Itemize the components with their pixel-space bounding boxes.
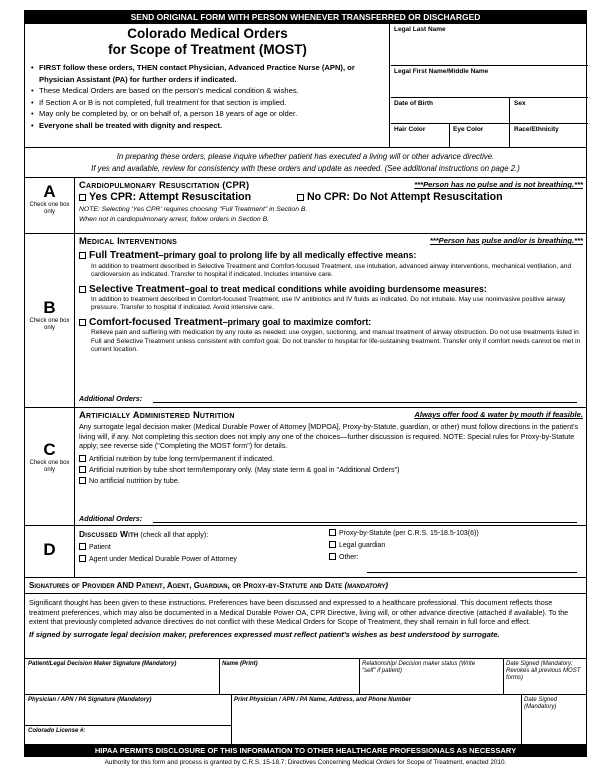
- patient-signature-row: [24, 659, 587, 695]
- form-title: [25, 26, 390, 58]
- section-d-letter-cell: [25, 526, 75, 577]
- header-left: [25, 24, 390, 148]
- field-hair-color[interactable]: Hair Color: [394, 126, 426, 133]
- section-d-title: Discussed With: [79, 529, 139, 539]
- section-b: [24, 234, 587, 408]
- full-treatment-checkbox[interactable]: [79, 252, 86, 259]
- most-form: [24, 10, 587, 764]
- title-line-2: for Scope of Treatment (MOST): [108, 42, 307, 57]
- bullet-5: • Everyone shall be treated with dignity and respect.: [31, 120, 387, 132]
- section-b-title: Medical Interventions: [79, 235, 177, 246]
- discussed-proxy-label: Proxy-by-Statute (per C.R.S. 15-18.5-103(6)): [339, 530, 479, 537]
- comfort-treatment-title: Comfort-focused Treatment: [89, 316, 223, 328]
- nutrition-option-1: [79, 454, 585, 463]
- section-c-body: [79, 410, 585, 486]
- instructions-line-2: If yes and available, review for consistency with these orders and update as needed. (See additional instructions on page 2.): [91, 164, 520, 173]
- section-b-letter: B: [43, 298, 56, 317]
- selective-treatment-title: Selective Treatment: [89, 283, 185, 295]
- discussed-proxy-checkbox[interactable]: [329, 529, 336, 536]
- divider: [359, 659, 360, 695]
- print-physician-field[interactable]: Print Physician / APN / PA Name, Address, and Phone Number: [234, 697, 411, 703]
- divider: [503, 659, 504, 695]
- section-c: [24, 408, 587, 526]
- field-sex[interactable]: Sex: [514, 100, 526, 107]
- nutrition-option-3: [79, 476, 585, 485]
- bullet-2: • These Medical Orders are based on the person's medical condition & wishes.: [31, 85, 387, 97]
- nutrition-2-checkbox[interactable]: [79, 466, 86, 473]
- field-eye-color[interactable]: Eye Color: [453, 126, 484, 133]
- other-line: [367, 572, 577, 573]
- signatures-text: [24, 594, 587, 659]
- yes-cpr-checkbox[interactable]: [79, 194, 86, 201]
- discussed-option-guardian: [329, 540, 479, 552]
- section-b-note: ***Person has pulse and/or is breathing.***: [429, 236, 583, 245]
- section-d: [24, 526, 587, 578]
- discussed-patient-checkbox[interactable]: [79, 543, 86, 550]
- discussed-patient-label: Patient: [89, 544, 111, 551]
- comfort-treatment-checkbox[interactable]: [79, 319, 86, 326]
- no-cpr-label: No CPR: Do Not Attempt Resuscitation: [306, 191, 503, 204]
- discussed-other-label: Other:: [339, 554, 359, 561]
- selective-treatment-checkbox[interactable]: [79, 286, 86, 293]
- signatures-header: [24, 578, 587, 594]
- section-a-body: [79, 180, 585, 224]
- full-treatment-goal: –primary goal to prolong life by all medically effective means:: [158, 250, 417, 261]
- divider: [25, 725, 231, 726]
- check-one-note: Check one box only: [29, 460, 70, 473]
- check-one-note: Check one box only: [29, 202, 70, 215]
- field-first-name[interactable]: Legal First Name/Middle Name: [394, 68, 489, 75]
- selective-treatment-option: [79, 283, 585, 296]
- nutrition-2-label: Artificial nutrition by tube short term/temporary only. (May state term & goal in "Additional Orders"): [89, 465, 400, 475]
- additional-orders-line: [153, 402, 577, 403]
- bullet-4: • May only be completed by, or on behalf of, a person 18 years of age or older.: [31, 108, 387, 120]
- authority-note: Authority for this form and process is granted by C.R.S. 15-18.7: Directives Concerning Medical Orders for Scope of Treatment, enacted 2010.: [104, 759, 507, 766]
- nutrition-3-checkbox[interactable]: [79, 477, 86, 484]
- field-dob[interactable]: Date of Birth: [394, 100, 433, 107]
- section-c-letter-cell: [25, 408, 75, 525]
- name-print-field[interactable]: Name (Print): [222, 661, 258, 667]
- section-c-additional-orders[interactable]: Additional Orders:: [79, 514, 143, 523]
- nutrition-option-2: [79, 465, 585, 474]
- field-last-name[interactable]: Legal Last Name: [394, 26, 446, 33]
- section-a-title: Cardiopulmonary Resuscitation (CPR): [79, 179, 250, 190]
- check-one-note: Check one box only: [29, 318, 70, 331]
- discussed-agent-checkbox[interactable]: [79, 555, 86, 562]
- divider: [231, 695, 232, 745]
- form-header: [24, 24, 587, 148]
- section-d-right-options: [329, 528, 479, 564]
- selective-treatment-desc: In addition to treatment described in Comfort-focused Treatment, use IV antibiotics and IV fluids as indicated. Do not intubate. May use noninvasive positive airway pressure. Transfer to hospital if indicated. Avoid intensive care.: [91, 296, 566, 312]
- discussed-option-proxy: [329, 528, 479, 540]
- instructions-line-1: In preparing these orders, please inquire whether patient has executed a living will or other advance directive.: [116, 152, 495, 161]
- nutrition-1-checkbox[interactable]: [79, 455, 86, 462]
- comfort-treatment-desc: Relieve pain and suffering with medication by any route as needed; use oxygen, suctioning, and manual treatment of airway obstruction. Do not use treatments listed in Full and Selective Treatment unless consistent with comfort goal. Do not transfer to hospital for life-sustaining treatment. Transfer only if comfort needs cannot be met in current location.: [91, 329, 581, 354]
- section-a-note-2: When not in cardiopulmonary arrest, follow orders in Section B.: [79, 215, 270, 223]
- nutrition-3-label: No artificial nutrition by tube.: [89, 476, 180, 486]
- date-signed-2-field[interactable]: Date Signed (Mandatory): [524, 697, 558, 710]
- full-treatment-title: Full Treatment: [89, 250, 159, 262]
- no-cpr-checkbox[interactable]: [297, 194, 304, 201]
- signatures-mandatory: (mandatory): [344, 581, 389, 590]
- section-c-note: Always offer food & water by mouth if feasible.: [414, 410, 583, 419]
- full-treatment-option: [79, 249, 585, 262]
- signatures-bold-note: If signed by surrogate legal decision maker, preferences expressed must reflect patient's wishes as best understood by surrogate.: [29, 629, 500, 639]
- cpr-options: [79, 191, 585, 204]
- physician-signature-field[interactable]: Physician / APN / PA Signature (Mandatory): [28, 697, 152, 703]
- instructions-box: [24, 148, 587, 178]
- divider: [509, 97, 510, 123]
- section-c-title: Artificially Administered Nutrition: [79, 409, 235, 420]
- discussed-option-other: [329, 552, 479, 564]
- nutrition-1-label: Artificial nutrition by tube long term/permanent if indicated.: [89, 453, 274, 463]
- discussed-guardian-label: Legal guardian: [339, 542, 386, 549]
- bullet-3: • If Section A or B is not completed, full treatment for that section is implied.: [31, 97, 387, 109]
- yes-cpr-label: Yes CPR: Attempt Resuscitation: [89, 191, 252, 204]
- patient-signature-field[interactable]: Patient/Legal Decision Maker Signature (Mandatory): [28, 661, 177, 667]
- relationship-field[interactable]: Relationship/ Decision maker status (Write "self" if patient): [362, 661, 476, 674]
- license-field[interactable]: Colorado License #:: [28, 728, 86, 734]
- section-a-letter: A: [43, 182, 56, 201]
- header-bullets: [31, 62, 387, 132]
- bullet-1: • FIRST follow these orders, THEN contact Physician, Advanced Practice Nurse (APN), or Physician Assistant (PA) for further orders if indicated.: [31, 62, 387, 85]
- section-c-letter: C: [43, 440, 56, 459]
- section-a-note: ***Person has no pulse and is not breathing.***: [414, 180, 583, 189]
- divider: [219, 659, 220, 695]
- physician-signature-row: [24, 695, 587, 745]
- title-line-1: Colorado Medical Orders: [127, 26, 288, 41]
- additional-orders-line: [153, 522, 577, 523]
- section-b-additional-orders[interactable]: Additional Orders:: [79, 394, 143, 403]
- field-race[interactable]: Race/Ethnicity: [514, 126, 559, 133]
- section-a-letter-cell: [25, 178, 75, 233]
- divider: [521, 695, 522, 745]
- full-treatment-desc: In addition to treatment described in Selective Treatment and Comfort-focused Treatment, use intubation, advanced airway interventions, mechanical ventilation, and cardioversion as indicated. Transfer to hospital if indicated. Includes intensive care.: [91, 262, 572, 279]
- discussed-other-checkbox[interactable]: [329, 553, 336, 560]
- top-banner: SEND ORIGINAL FORM WITH PERSON WHENEVER TRANSFERRED OR DISCHARGED: [24, 10, 587, 24]
- section-a-note-1: NOTE: Selecting 'Yes CPR' requires choosing "Full Treatment" in Section B.: [79, 206, 308, 214]
- bottom-banner: HIPAA PERMITS DISCLOSURE OF THIS INFORMATION TO OTHER HEALTHCARE PROFESSIONALS AS NECESSARY: [24, 745, 587, 757]
- section-a: [24, 178, 587, 234]
- section-d-title-suffix: (check all that apply):: [140, 530, 209, 539]
- selective-treatment-goal: –goal to treat medical conditions while avoiding burdensome measures:: [184, 283, 487, 294]
- section-b-body: [79, 236, 585, 354]
- discussed-agent-label: Agent under Medical Durable Power of Attorney: [89, 556, 237, 563]
- signatures-paragraph: Significant thought has been given to these instructions. Preferences have been discussed and expressed to a healthcare professional. This document reflects those treatment preferences, which may also be documented in a Medical Durable Power OA, CPR Directive, living will, or other advance directive (attached if available). To the extent that previously completed advance directives do not conflict with these Medical Orders for Scope of Treatment, they shall remain in full force and effect.: [29, 598, 569, 627]
- comfort-treatment-option: [79, 316, 585, 329]
- section-b-letter-cell: [25, 234, 75, 407]
- discussed-guardian-checkbox[interactable]: [329, 541, 336, 548]
- section-d-letter: D: [43, 540, 56, 559]
- section-c-paragraph: Any surrogate legal decision maker (Medical Durable Power of Attorney [MDPOA], Proxy-by-Statute, guardian, or other) must follow directions in the patient's living will, if any. Not completing this section does not imply any one of the choices—further discussion is required. NOTE: Special rules for Proxy-by-Statute apply; see reverse side ("Completing the MOST form") for details.: [79, 422, 579, 451]
- signatures-title: Signatures of Provider AND Patient, Agent, Guardian, or Proxy-by-Statute and Date: [29, 581, 343, 590]
- date-signed-field[interactable]: Date Signed (Mandatory; Revokes all previous MOST forms): [506, 661, 581, 681]
- divider: [509, 123, 510, 148]
- comfort-treatment-goal: –primary goal to maximize comfort:: [222, 316, 372, 327]
